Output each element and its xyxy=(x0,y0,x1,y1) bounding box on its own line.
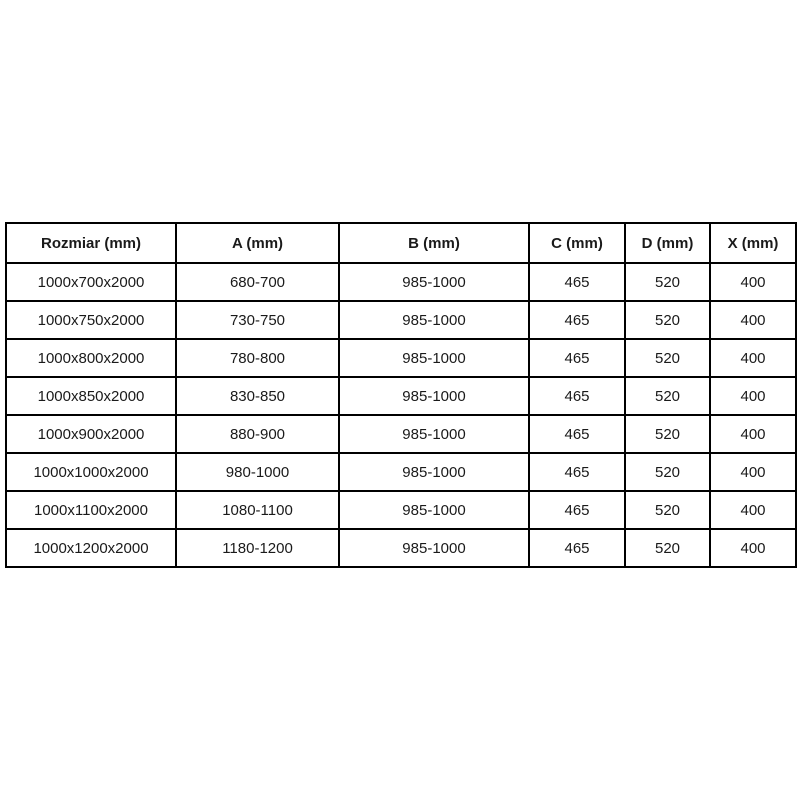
table-cell: 1000x750x2000 xyxy=(6,301,176,339)
table-cell: 400 xyxy=(710,453,796,491)
table-cell: 465 xyxy=(529,339,625,377)
table-row xyxy=(6,491,796,529)
table-cell: 985-1000 xyxy=(339,415,529,453)
table-cell: 830-850 xyxy=(176,377,339,415)
header-cell: C (mm) xyxy=(529,223,625,263)
table-cell: 985-1000 xyxy=(339,377,529,415)
table-cell: 1000x900x2000 xyxy=(6,415,176,453)
table-cell: 520 xyxy=(625,339,710,377)
table-row xyxy=(6,453,796,491)
header-row xyxy=(6,223,796,263)
table-cell: 1000x1000x2000 xyxy=(6,453,176,491)
table-cell: 1000x1100x2000 xyxy=(6,491,176,529)
table-cell: 1000x700x2000 xyxy=(6,263,176,301)
table-cell: 520 xyxy=(625,263,710,301)
table-cell: 985-1000 xyxy=(339,263,529,301)
table-cell: 780-800 xyxy=(176,339,339,377)
table-cell: 880-900 xyxy=(176,415,339,453)
header-cell: D (mm) xyxy=(625,223,710,263)
table-cell: 465 xyxy=(529,415,625,453)
table-cell: 985-1000 xyxy=(339,301,529,339)
table-cell: 1180-1200 xyxy=(176,529,339,567)
table-row xyxy=(6,377,796,415)
table-cell: 465 xyxy=(529,301,625,339)
table-cell: 1000x1200x2000 xyxy=(6,529,176,567)
table-cell: 465 xyxy=(529,377,625,415)
table-cell: 400 xyxy=(710,377,796,415)
table-cell: 465 xyxy=(529,263,625,301)
table-cell: 985-1000 xyxy=(339,339,529,377)
table-cell: 985-1000 xyxy=(339,529,529,567)
table-header-row xyxy=(6,223,796,263)
table-cell: 400 xyxy=(710,263,796,301)
table-row xyxy=(6,301,796,339)
dimensions-spec-table xyxy=(5,222,797,568)
header-cell: X (mm) xyxy=(710,223,796,263)
table-cell: 465 xyxy=(529,529,625,567)
table-cell: 1080-1100 xyxy=(176,491,339,529)
table-cell: 400 xyxy=(710,339,796,377)
table-row xyxy=(6,415,796,453)
table-cell: 400 xyxy=(710,301,796,339)
table-body xyxy=(6,263,796,567)
table-cell: 1000x800x2000 xyxy=(6,339,176,377)
table-cell: 465 xyxy=(529,453,625,491)
header-cell: A (mm) xyxy=(176,223,339,263)
table-row xyxy=(6,529,796,567)
table-cell: 400 xyxy=(710,529,796,567)
header-cell: Rozmiar (mm) xyxy=(6,223,176,263)
table-cell: 680-700 xyxy=(176,263,339,301)
table-cell: 1000x850x2000 xyxy=(6,377,176,415)
header-cell: B (mm) xyxy=(339,223,529,263)
table-row xyxy=(6,339,796,377)
table-cell: 980-1000 xyxy=(176,453,339,491)
table-row xyxy=(6,263,796,301)
table-cell: 985-1000 xyxy=(339,491,529,529)
table-cell: 400 xyxy=(710,491,796,529)
table-cell: 520 xyxy=(625,529,710,567)
table-cell: 520 xyxy=(625,301,710,339)
table-cell: 520 xyxy=(625,491,710,529)
table-cell: 730-750 xyxy=(176,301,339,339)
table-cell: 400 xyxy=(710,415,796,453)
table-cell: 520 xyxy=(625,453,710,491)
table-cell: 465 xyxy=(529,491,625,529)
table-cell: 520 xyxy=(625,377,710,415)
table-cell: 520 xyxy=(625,415,710,453)
table-cell: 985-1000 xyxy=(339,453,529,491)
